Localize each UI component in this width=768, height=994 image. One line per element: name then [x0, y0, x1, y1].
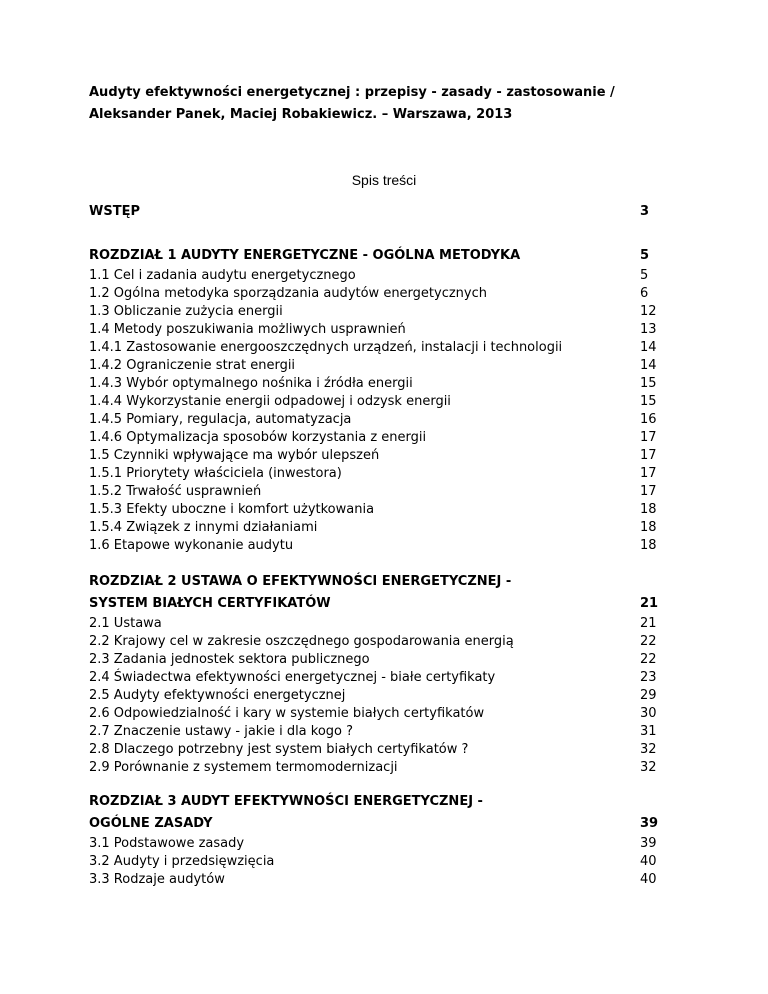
toc-entry-label: 1.5.4 Związek z innymi działaniami	[89, 520, 318, 535]
toc-entry-page: 13	[640, 322, 657, 337]
toc-entry	[89, 429, 689, 447]
section-title	[89, 245, 689, 267]
toc-entry	[89, 669, 689, 687]
toc-entry-page: 12	[640, 304, 657, 319]
toc-entry-page: 5	[640, 268, 649, 283]
toc-entry-label: 2.9 Porównanie z systemem termomodernizacji	[89, 760, 398, 775]
section-page: 5	[640, 248, 650, 263]
document-header	[89, 82, 729, 126]
section-title-line: ROZDZIAŁ 1 AUDYTY ENERGETYCZNE - OGÓLNA METODYKA	[89, 248, 521, 263]
toc-entry	[89, 537, 689, 555]
toc-entry-page: 21	[640, 616, 657, 631]
toc-entry-label: 2.6 Odpowiedzialność i kary w systemie białych certyfikatów	[89, 706, 485, 721]
toc-entry-label: 1.4.1 Zastosowanie energooszczędnych urządzeń, instalacji i technologii	[89, 340, 563, 355]
toc-entry	[89, 303, 689, 321]
toc-entry	[89, 267, 689, 285]
toc-entry-label: 1.5.1 Priorytety właściciela (inwestora)	[89, 466, 342, 481]
section-title	[89, 571, 689, 615]
section-title-line: OGÓLNE ZASADY	[89, 816, 213, 831]
section-title-line: ROZDZIAŁ 2 USTAWA O EFEKTYWNOŚCI ENERGETYCZNEJ -	[89, 574, 512, 589]
toc-entry-page: 30	[640, 706, 657, 721]
toc-entry-page: 39	[640, 836, 657, 851]
toc-entry-label: 1.3 Obliczanie zużycia energii	[89, 304, 283, 319]
toc-entry-label: 1.1 Cel i zadania audytu energetycznego	[89, 268, 356, 283]
toc-entry	[89, 357, 689, 375]
toc-entry-page: 32	[640, 742, 657, 757]
section-title-line: WSTĘP	[89, 204, 140, 219]
toc-entry-page: 18	[640, 538, 657, 553]
toc-entry-page: 22	[640, 634, 657, 649]
toc-entry-label: 1.5 Czynniki wpływające ma wybór ulepszeń	[89, 448, 380, 463]
toc-entry	[89, 687, 689, 705]
toc-entry-page: 32	[640, 760, 657, 775]
toc-entry-label: 2.4 Świadectwa efektywności energetycznej - białe certyfikaty	[89, 670, 496, 685]
toc-entry	[89, 411, 689, 429]
toc-entry	[89, 741, 689, 759]
toc-entry	[89, 871, 689, 889]
toc-entry	[89, 321, 689, 339]
section-page: 3	[640, 204, 650, 219]
toc-entry-label: 3.1 Podstawowe zasady	[89, 836, 245, 851]
toc-title: Spis treści	[351, 172, 417, 188]
toc-entry-page: 14	[640, 340, 657, 355]
section-page: 39	[640, 816, 659, 831]
toc-entry-label: 1.4.4 Wykorzystanie energii odpadowej i odzysk energii	[89, 394, 451, 409]
toc-entry	[89, 651, 689, 669]
toc-entry	[89, 835, 689, 853]
toc-entry	[89, 853, 689, 871]
toc-entry-label: 2.5 Audyty efektywności energetycznej	[89, 688, 346, 703]
toc-section-chapter-2	[89, 571, 689, 777]
toc-entry	[89, 519, 689, 537]
toc-entry	[89, 393, 689, 411]
toc-entry-label: 2.2 Krajowy cel w zakresie oszczędnego gospodarowania energią	[89, 634, 514, 649]
toc-entry-label: 1.4.6 Optymalizacja sposobów korzystania z energii	[89, 430, 427, 445]
toc-entry-label: 1.2 Ogólna metodyka sporządzania audytów energetycznych	[89, 286, 488, 301]
toc-entry	[89, 285, 689, 303]
toc-entry-label: 1.4.5 Pomiary, regulacja, automatyzacja	[89, 412, 352, 427]
toc-entry-page: 23	[640, 670, 657, 685]
toc-entry-page: 29	[640, 688, 657, 703]
toc-section-intro	[89, 201, 689, 223]
toc-entry-page: 17	[640, 484, 657, 499]
toc-entry-page: 14	[640, 358, 657, 373]
toc-entry-page: 18	[640, 502, 657, 517]
toc-entry-page: 17	[640, 430, 657, 445]
toc-entry-page: 17	[640, 448, 657, 463]
toc-entry	[89, 447, 689, 465]
toc-entry-label: 2.8 Dlaczego potrzebny jest system białych certyfikatów ?	[89, 742, 469, 757]
toc-entry	[89, 759, 689, 777]
toc-entry-label: 3.2 Audyty i przedsięwzięcia	[89, 854, 275, 869]
toc-entry	[89, 705, 689, 723]
toc-entry	[89, 615, 689, 633]
toc-section-chapter-1	[89, 245, 689, 555]
toc-entry-label: 3.3 Rodzaje audytów	[89, 872, 225, 887]
toc-entry	[89, 723, 689, 741]
toc-entry-page: 17	[640, 466, 657, 481]
toc-entry-label: 2.1 Ustawa	[89, 616, 162, 631]
toc-entry	[89, 483, 689, 501]
toc-entry-page: 18	[640, 520, 657, 535]
toc-entry-page: 40	[640, 872, 657, 887]
section-page: 21	[640, 596, 659, 611]
toc-entry-page: 6	[640, 286, 649, 301]
header-author-line: Aleksander Panek, Maciej Robakiewicz. – Warszawa, 2013	[89, 107, 513, 122]
toc-entry-page: 31	[640, 724, 657, 739]
toc-entry-page: 15	[640, 394, 657, 409]
toc-entry-label: 1.4.2 Ograniczenie strat energii	[89, 358, 296, 373]
toc-entry-page: 15	[640, 376, 657, 391]
header-title-line: Audyty efektywności energetycznej : przepisy - zasady - zastosowanie /	[89, 85, 615, 100]
toc-entry-page: 22	[640, 652, 657, 667]
toc-entry-page: 40	[640, 854, 657, 869]
toc-entry-label: 2.7 Znaczenie ustawy - jakie i dla kogo ?	[89, 724, 354, 739]
toc-entry	[89, 501, 689, 519]
section-title	[89, 791, 689, 835]
toc-entry-label: 1.6 Etapowe wykonanie audytu	[89, 538, 294, 553]
section-title	[89, 201, 689, 223]
toc-entry-page: 16	[640, 412, 657, 427]
toc-entry-label: 1.5.3 Efekty uboczne i komfort użytkowania	[89, 502, 375, 517]
section-title-line: ROZDZIAŁ 3 AUDYT EFEKTYWNOŚCI ENERGETYCZNEJ -	[89, 794, 483, 809]
toc-section-chapter-3	[89, 791, 689, 889]
toc-entry	[89, 339, 689, 357]
toc-entry-label: 1.5.2 Trwałość usprawnień	[89, 484, 262, 499]
toc-entry	[89, 465, 689, 483]
toc-entry	[89, 375, 689, 393]
toc-entry	[89, 633, 689, 651]
toc-entry-label: 1.4 Metody poszukiwania możliwych usprawnień	[89, 322, 406, 337]
section-title-line: SYSTEM BIAŁYCH CERTYFIKATÓW	[89, 596, 331, 611]
toc-entry-label: 1.4.3 Wybór optymalnego nośnika i źródła energii	[89, 376, 413, 391]
toc-entry-label: 2.3 Zadania jednostek sektora publicznego	[89, 652, 370, 667]
